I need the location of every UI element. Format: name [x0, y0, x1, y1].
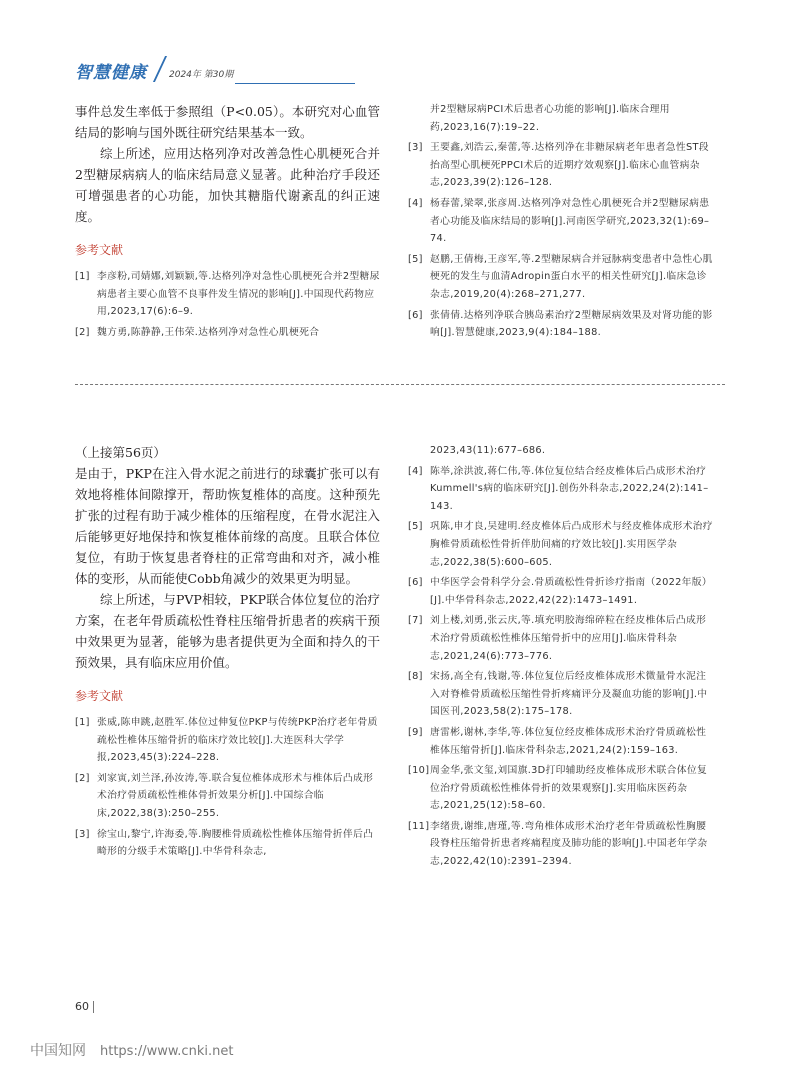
top-right-column	[408, 101, 716, 345]
reference-item	[408, 818, 716, 871]
bottom-right-column	[408, 442, 716, 874]
reference-item	[75, 826, 380, 861]
reference-number: [5]	[408, 521, 423, 533]
continued-note: （上接第56页）	[75, 445, 166, 460]
reference-number: [2]	[75, 772, 90, 784]
reference-number: [6]	[408, 577, 423, 589]
reference-item	[408, 251, 716, 304]
reference-item	[408, 307, 716, 342]
reference-text: 并2型糖尿病PCI术后患者心功能的影响[J].临床合理用药,2023,16(7):19–22.	[430, 104, 670, 133]
reference-text: 宋扬,高全有,钱谢,等.体位复位后经皮椎体成形术微量骨水泥注入对脊椎骨质疏松压缩性骨折疼痛评分及凝血功能的影响[J].中国医刊,2023,58(2):175–178.	[430, 671, 708, 718]
reference-item	[408, 518, 716, 571]
bottom-references-title: 参考文献	[75, 689, 124, 703]
reference-number: [1]	[75, 717, 90, 728]
reference-text: 陈举,涂洪波,蒋仁伟,等.体位复位结合经皮椎体后凸成形术治疗Kummell's病的临床研究[J].创伤外科杂志,2022,24(2):141–143.	[430, 465, 709, 512]
footer-url[interactable]: https://www.cnki.net	[100, 1044, 234, 1059]
reference-number: [3]	[408, 142, 423, 154]
reference-number: [2]	[75, 326, 90, 338]
reference-item	[75, 324, 380, 342]
reference-number: [11]	[408, 820, 430, 832]
top-left-body	[75, 101, 380, 227]
top-right-references	[408, 101, 716, 342]
top-left-references	[75, 268, 380, 341]
reference-item	[75, 714, 380, 767]
reference-text: 徐宝山,黎宁,许海委,等.胸腰椎骨质疏松性椎体压缩骨折伴后凸畸形的分级手术策略[J].中华骨科杂志,	[97, 828, 374, 858]
reference-item	[408, 668, 716, 721]
reference-item	[408, 101, 716, 136]
bottom-right-references	[408, 442, 716, 871]
reference-item	[408, 139, 716, 192]
reference-item	[408, 442, 716, 460]
reference-item	[408, 724, 716, 759]
reference-text: 刘上楼,刘勇,张云庆,等.填充明胶海绵碎粒在经皮椎体后凸成形术治疗骨质疏松性椎体压缩骨折中的应用[J].临床骨科杂志,2021,24(6):773–776.	[430, 615, 707, 662]
reference-number: [9]	[408, 726, 423, 738]
bottom-left-body	[75, 442, 380, 673]
reference-text: 赵鹏,王倩梅,王彦军,等.2型糖尿病合并冠脉病变患者中急性心肌梗死的发生与血清Adropin蛋白水平的相关性研究[J].临床急诊杂志,2019,20(4):268–271,277.	[430, 253, 713, 300]
reference-item	[408, 612, 716, 665]
reference-item	[408, 195, 716, 248]
reference-item	[408, 762, 716, 815]
reference-number: [3]	[75, 828, 90, 840]
page-number: 60	[75, 1000, 89, 1013]
reference-text: 魏方勇,陈静静,王伟荣.达格列净对急性心肌梗死合	[97, 326, 320, 338]
cnki-footer	[30, 1040, 233, 1060]
reference-text: 周金华,张文玺,刘国旗.3D打印辅助经皮椎体成形术联合体位复位治疗骨质疏松性椎体骨折的效果观察[J].实用临床医药杂志,2021,25(12):58–60.	[430, 765, 708, 812]
page-number-bar	[93, 1001, 94, 1013]
reference-number: [4]	[408, 197, 423, 209]
top-references-title: 参考文献	[75, 243, 124, 257]
bottom-paragraph-2: 综上所述，与PVP相较，PKP联合体位复位的治疗方案，在老年骨质疏松性脊柱压缩骨折患者的疾病干预中效果更为显著，能够为患者提供更为全面和持久的干预效果，具有临床应用价值。	[75, 592, 380, 670]
journal-header	[75, 58, 375, 88]
reference-text: 李绪贵,谢维,唐瑾,等.弯角椎体成形术治疗老年骨质疏松性胸腰段脊柱压缩骨折患者疼痛程度及肺功能的影响[J].中国老年学杂志,2022,42(10):2391–2394.	[430, 820, 708, 868]
bottom-left-column	[75, 442, 380, 864]
bottom-left-references	[75, 714, 380, 861]
top-paragraph-1: 事件总发生率低于参照组（P<0.05）。本研究对心血管结局的影响与国外既往研究结果基本一致。	[75, 104, 380, 140]
reference-number: [8]	[408, 671, 423, 683]
reference-text: 唐雷彬,谢林,李华,等.体位复位经皮椎体成形术治疗骨质疏松性椎体压缩骨折[J].临床骨科杂志,2021,24(2):159–163.	[430, 726, 707, 756]
reference-item	[75, 770, 380, 823]
reference-text: 张倩倩.达格列净联合胰岛素治疗2型糖尿病效果及对肾功能的影响[J].智慧健康,2023,9(4):184–188.	[430, 309, 713, 339]
reference-text: 李彦粉,司婧娜,刘颖颖,等.达格列净对急性心肌梗死合并2型糖尿病患者主要心血管不良事件发生情况的影响[J].中国现代药物应用,2023,17(6):6–9.	[97, 271, 380, 318]
reference-text: 张威,陈申跳,赵胜军.体位过伸复位PKP与传统PKP治疗老年骨质疏松性椎体压缩骨折的临床疗效比较[J].大连医科大学学报,2023,45(3):224–228.	[97, 717, 378, 764]
reference-item	[408, 574, 716, 609]
reference-text: 中华医学会骨科学分会.骨质疏松性骨折诊疗指南（2022年版）[J].中华骨科杂志,2022,42(22):1473–1491.	[430, 577, 712, 606]
journal-brand: 智慧健康	[75, 63, 147, 83]
header-rule	[235, 83, 355, 84]
bottom-paragraph-1: 是由于，PKP在注入骨水泥之前进行的球囊扩张可以有效地将椎体间隙撑开，帮助恢复椎体的高度。这种预先扩张的过程有助于减少椎体的压缩程度，在骨水泥注入后能够更好地保持和恢复椎体前缘的高度。且联合体位复位，有助于恢复患者脊柱的正常弯曲和对齐，减小椎体的变形，从而能使Cobb角减少的效果更为明显。	[75, 466, 380, 586]
reference-number: [4]	[408, 465, 423, 477]
reference-text: 2023,43(11):677–686.	[430, 445, 546, 456]
reference-text: 王要鑫,刘浩云,秦蕾,等.达格列净在非糖尿病老年患者急性ST段抬高型心肌梗死PPCI术后的近期疗效观察[J].临床心血管病杂志,2023,39(2):126–128.	[430, 142, 709, 189]
reference-text: 杨春蕾,梁翠,张彦周.达格列净对急性心肌梗死合并2型糖尿病患者心功能及临床结局的影响[J].河南医学研究,2023,32(1):69–74.	[430, 197, 710, 245]
reference-number: [6]	[408, 309, 423, 321]
issue-label: 2024年 第30期	[169, 70, 234, 80]
reference-number: [10]	[408, 765, 430, 777]
section-divider	[75, 384, 725, 385]
reference-text: 巩陈,申才良,吴建明.经皮椎体后凸成形术与经皮椎体成形术治疗胸椎骨质疏松性骨折伴肋间痛的疗效比较[J].实用医学杂志,2022,38(5):600–605.	[430, 521, 713, 568]
top-paragraph-2: 综上所述，应用达格列净对改善急性心肌梗死合并2型糖尿病病人的临床结局意义显著。此种治疗手段还可增强患者的心功能，加快其糖脂代谢紊乱的纠正速度。	[75, 146, 380, 224]
reference-number: [7]	[408, 615, 423, 627]
reference-number: [1]	[75, 271, 90, 282]
reference-text: 刘家寅,刘兰泽,孙汝涛,等.联合复位椎体成形术与椎体后凸成形术治疗骨质疏松性椎体骨折效果分析[J].中国综合临床,2022,38(3):250–255.	[97, 772, 374, 819]
reference-item	[408, 463, 716, 516]
reference-number: [5]	[408, 253, 423, 265]
top-left-column	[75, 101, 380, 344]
header-slash	[153, 56, 167, 82]
footer-site-name: 中国知网	[30, 1043, 86, 1059]
reference-item	[75, 268, 380, 321]
